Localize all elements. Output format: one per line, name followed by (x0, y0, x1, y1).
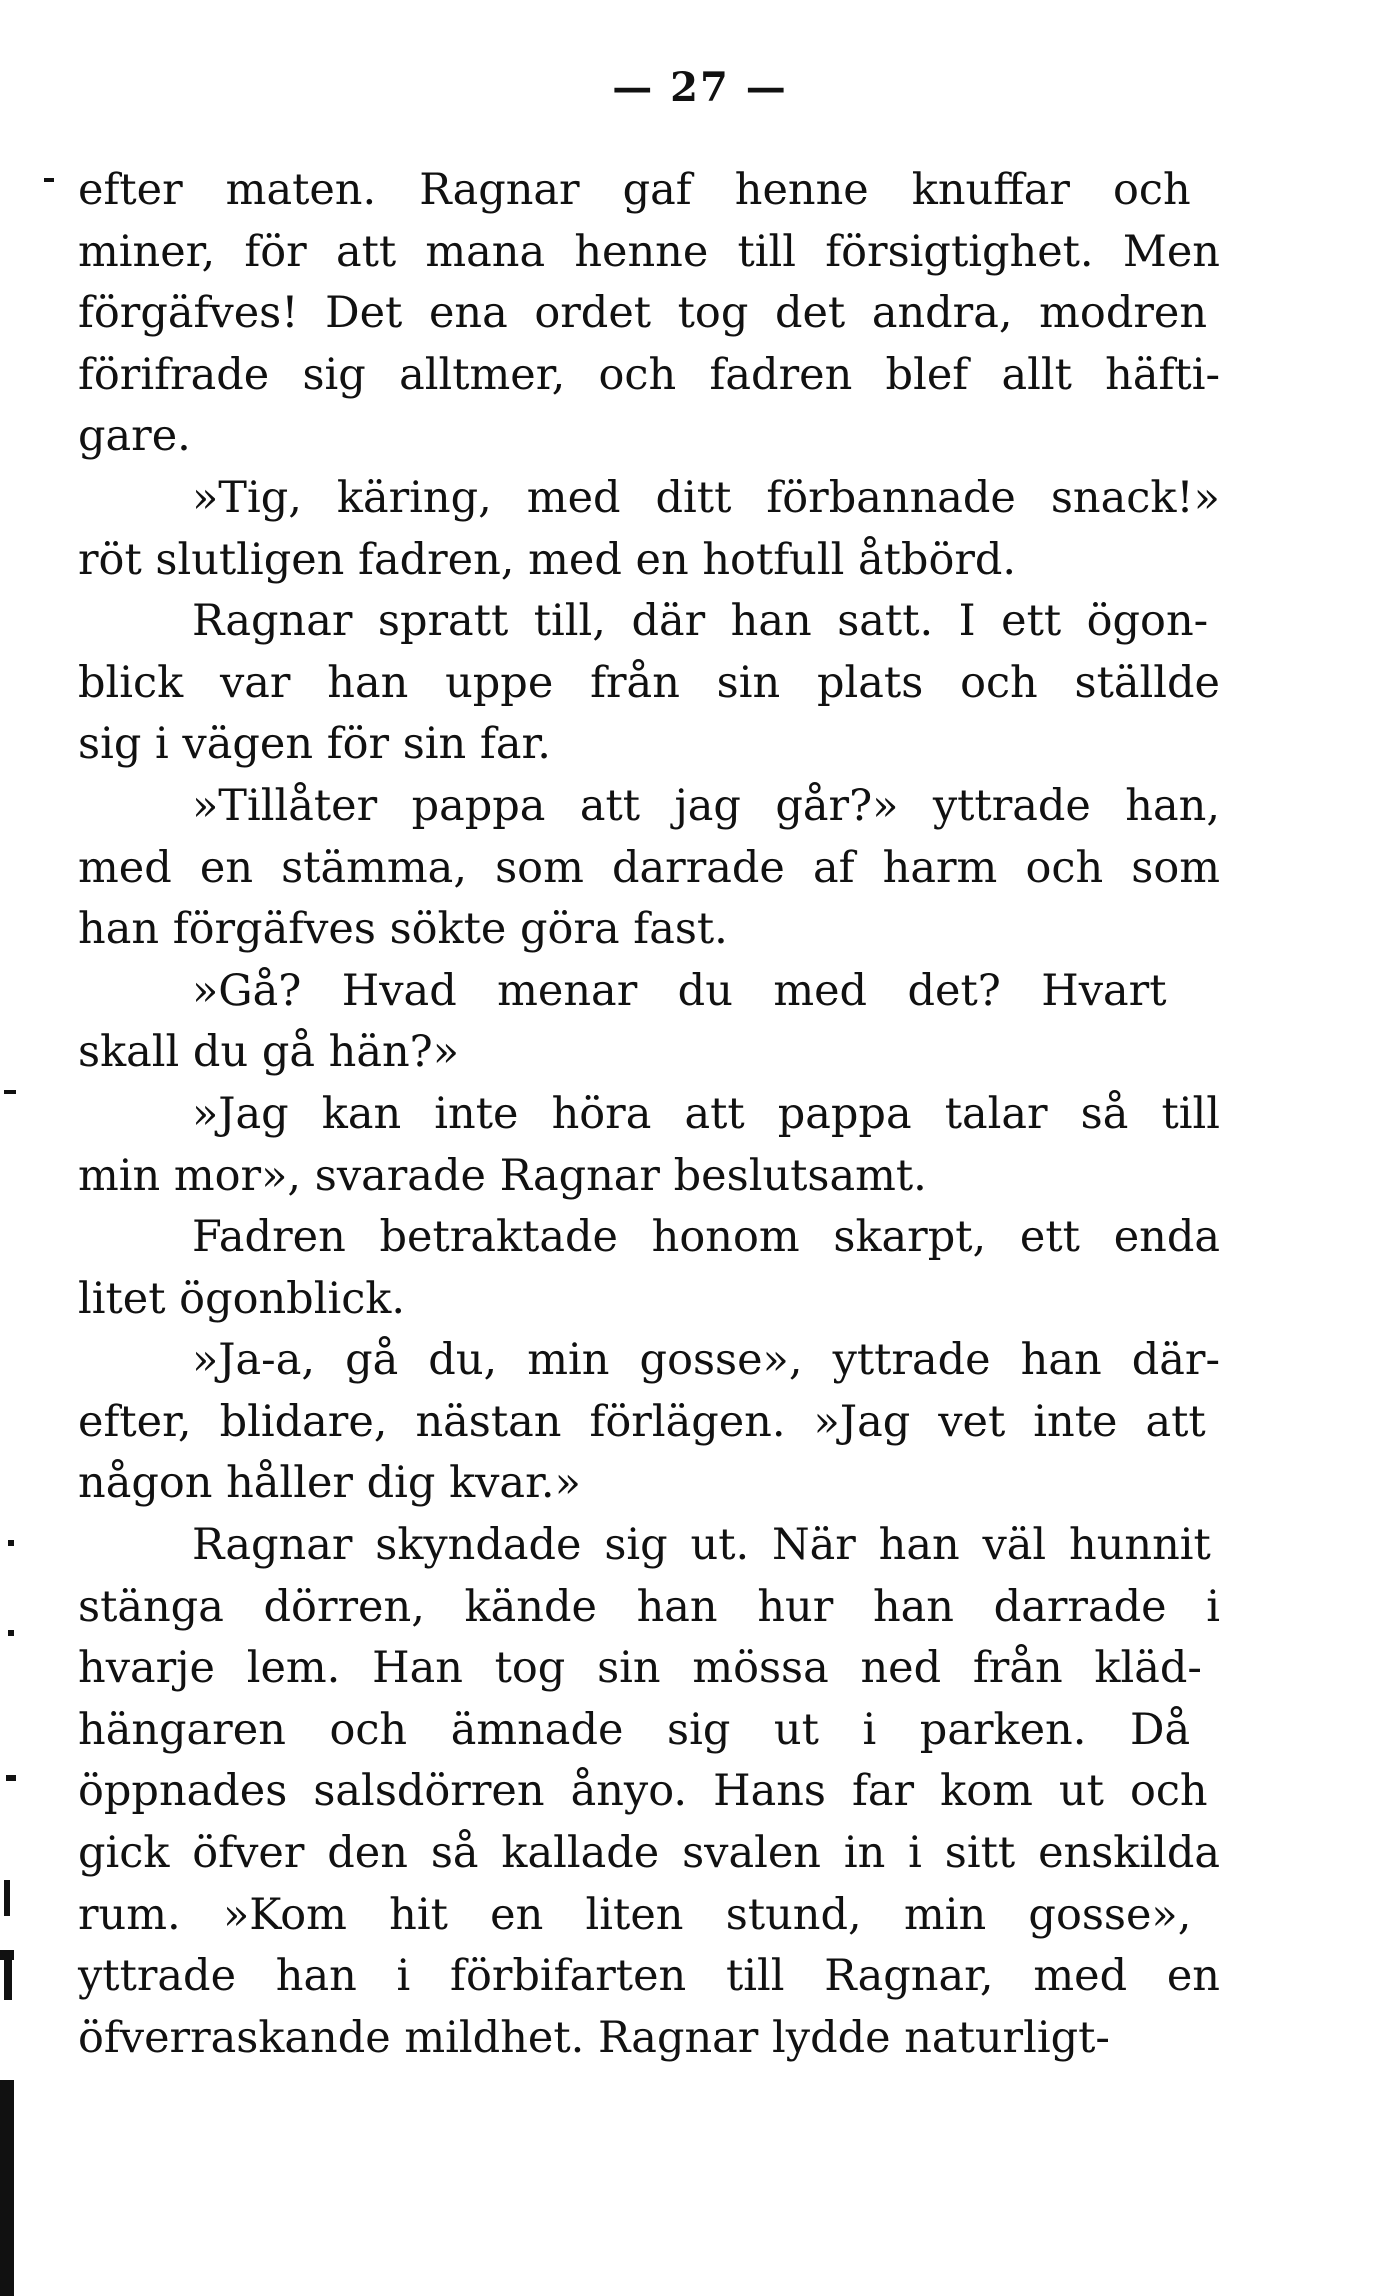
scan-edge-mark (8, 1540, 14, 1546)
text-line: han förgäfves sökte göra fast. (78, 904, 728, 955)
text-line: sig i vägen för sin far. (78, 719, 551, 770)
text-line: med en stämma, som darrade af harm och som (78, 842, 1220, 893)
text-line: »Ja-a, gå du, min gosse», yttrade han där- (192, 1335, 1220, 1386)
text-line: stänga dörren, kände han hur han darrade i (78, 1581, 1220, 1632)
text-line: förifrade sig alltmer, och fadren blef allt häfti- (78, 349, 1220, 400)
text-line: öfverraskande mildhet. Ragnar lydde naturligt- (78, 2012, 1110, 2063)
text-line: rum. »Kom hit en liten stund, min gosse», (78, 1889, 1192, 1940)
scan-edge-mark (6, 1775, 16, 1781)
scan-edge-mark (44, 178, 54, 182)
text-line: någon håller dig kvar.» (78, 1458, 581, 1509)
text-line: miner, för att mana henne till försigtighet. Men (78, 226, 1220, 277)
text-line: hängaren och ämnade sig ut i parken. Då (78, 1704, 1191, 1755)
body-text (78, 160, 1220, 2069)
scan-edge-mark (4, 1960, 12, 2000)
text-line: »Jag kan inte höra att pappa talar så till (192, 1088, 1220, 1139)
text-line: min mor», svarade Ragnar beslutsamt. (78, 1150, 927, 1201)
text-line: »Gå? Hvad menar du med det? Hvart (192, 965, 1167, 1016)
text-line: Fadren betraktade honom skarpt, ett enda (192, 1212, 1220, 1263)
text-line: förgäfves! Det ena ordet tog det andra, modren (78, 288, 1208, 339)
scan-edge-mark (4, 1880, 10, 1916)
text-line: »Tig, käring, med ditt förbannade snack!» (192, 472, 1220, 523)
scan-edge-mark (0, 1950, 14, 1960)
text-line: efter, blidare, nästan förlägen. »Jag vet inte att (78, 1396, 1206, 1447)
text-line: röt slutligen fadren, med en hotfull åtbörd. (78, 534, 1017, 585)
text-line: litet ögonblick. (78, 1273, 406, 1324)
text-line: efter maten. Ragnar gaf henne knuffar och (78, 165, 1191, 215)
page-number: — 27 — (612, 64, 788, 111)
text-line: öppnades salsdörren ånyo. Hans far kom ut och (78, 1766, 1208, 1817)
text-line: »Tillåter pappa att jag går?» yttrade han, (192, 780, 1220, 831)
scan-edge-mark (4, 1090, 16, 1094)
text-line: hvarje lem. Han tog sin mössa ned från kläd- (78, 1643, 1202, 1694)
text-line: blick var han uppe från sin plats och ställde (78, 657, 1220, 708)
text-line: Ragnar spratt till, där han satt. I ett ögon- (192, 596, 1209, 647)
text-line: gick öfver den så kallade svalen in i sitt enskilda (78, 1828, 1220, 1879)
text-line: yttrade han i förbifarten till Ragnar, med en (78, 1951, 1220, 2002)
text-line: Ragnar skyndade sig ut. När han väl hunnit (192, 1520, 1211, 1571)
text-line: gare. (78, 411, 191, 462)
text-line: skall du gå hän?» (78, 1027, 460, 1078)
scan-edge-mark (0, 2080, 14, 2296)
scan-edge-mark (8, 1630, 14, 1636)
